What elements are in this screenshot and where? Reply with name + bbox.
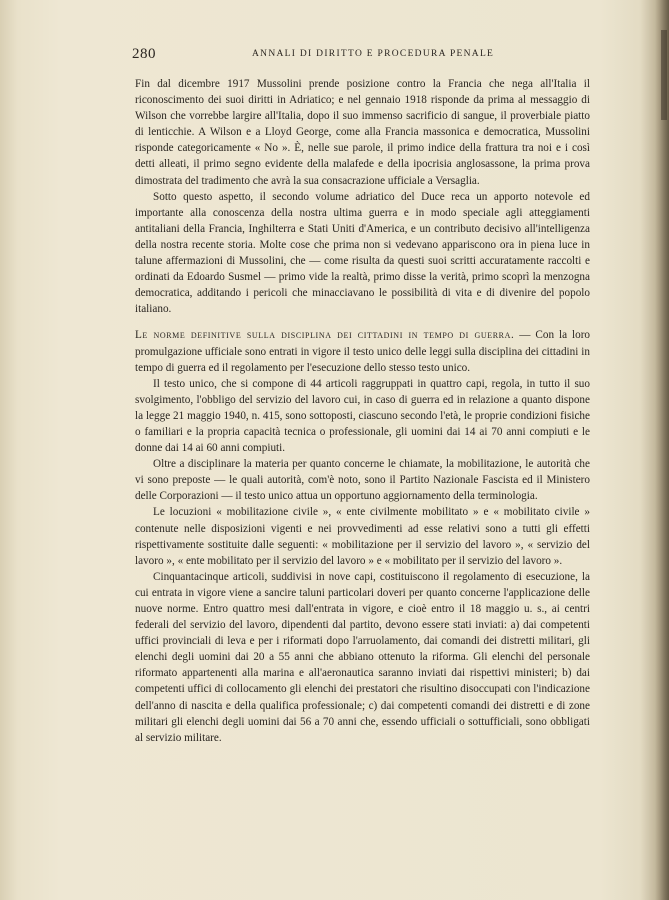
section-opening <box>135 327 590 375</box>
running-head <box>132 46 592 66</box>
paragraph: Le locuzioni « mobilitazione civile », « ente civilmente mobilitato » e « mobilitato civile » contenute nelle disposizioni vigenti e nei provvedimenti ad esse relativi sono a tutti gli effetti rispettivamente sostituite dalle seguenti: « mobilitazione per il servizio del lavoro », « servizio del lavoro », « ente mobilitato per il servizio del lavoro » e « mobilitato per il servizio del lavoro ». <box>135 506 590 567</box>
paragraph: Fin dal dicembre 1917 Mussolini prende posizione contro la Francia che nega all'Italia il riconoscimento dei suoi diritti in Adriatico; e nel gennaio 1918 risponde da prima al messaggio di Wilson che vorrebbe largire all'Italia, dopo il suo immenso sacrificio di sangue, il proverbiale piatto di lenticchie. A Wilson e a Lloyd George, come alla Francia massonica e democratica, Mussolini risponde categoricamente « No ». È, nelle sue parole, il primo indice della frattura tra noi e i così detti alleati, il primo segno evidente della malafede e della ipocrisia anglosassone, la prima prova dimostrata del tradimento che avrà la sua consacrazione ufficiale a Versaglia. <box>135 78 590 187</box>
paragraph: Oltre a disciplinare la materia per quanto concerne le chiamate, la mobilitazione, le autorità che vi sono preposte — le quali autorità, com'è noto, sono il Partito Nazionale Fascista ed il Ministero delle Corporazioni — il testo unico attua un opportuno aggiornamento della terminologia. <box>135 458 590 503</box>
journal-title: ANNALI DI DIRITTO E PROCEDURA PENALE <box>252 49 495 59</box>
article-body <box>135 76 590 746</box>
section-heading: Le norme definitive sulla disciplina dei cittadini in tempo di guerra. <box>135 329 515 342</box>
page-number: 280 <box>132 46 156 62</box>
binding-shadow <box>655 0 669 900</box>
section-intro: — Con la loro promulgazione ufficiale sono entrati in vigore il testo unico delle leggi sulla disciplina dei cittadini in tempo di guerra ed il regolamento per l'esecuzione dello stesso testo unico. <box>135 329 591 374</box>
paragraph: Il testo unico, che si compone di 44 articoli raggruppati in quattro capi, regola, in tutto il suo svolgimento, l'obbligo del servizio del lavoro cui, in caso di guerra ed in relazione a quanto dispone la legge 21 maggio 1940, n. 415, sono sottoposti, ciascuno secondo l'età, le proprie condizioni fisiche o familiari e la propria capacità tecnica o professionale, gli uomini dai 14 ai 70 anni compiuti e le donne dai 14 ai 60 anni compiuti. <box>135 377 590 455</box>
paragraph: Sotto questo aspetto, il secondo volume adriatico del Duce reca un apporto notevole ed importante alla conoscenza della nostra ultima guerra e in modo speciale agli atteggiamenti antitaliani della Francia, Inghilterra e Stati Uniti d'America, e un contributo decisivo all'intelligenza della nostra recente storia. Molte cose che prima non si vedevano appariscono ora in piena luce in talune affermazioni di Mussolini, che — come risulta da questi suoi scritti accuratamente raccolti e ordinati da Edoardo Susmel — primo vide la realtà, primo disse la verità, primo scoprì la menzogna democratica, additando i pericoli che minacciavano le possibilità di vita e di divenire del popolo italiano. <box>135 190 590 316</box>
spine-mark <box>661 30 667 120</box>
paragraph: Cinquantacinque articoli, suddivisi in nove capi, costituiscono il regolamento di esecuzione, la cui entrata in vigore viene a sancire taluni particolari doveri per quanto concerne l'applicazione delle nuove norme. Entro quattro mesi dall'entrata in vigore, e cioè entro il 18 maggio u. s., ai centri federali del servizio del lavoro, dipendenti dal partito, devono essere stati inviati: a) dai competenti uffici provinciali di leva e per i riformati dopo l'arruolamento, dai comandi dei distretti militari, gli elenchi degli uomini dai 20 a 55 anni che abbiano ottenuto la riforma. Gli elenchi del personale riformato appartenenti alla marina e all'aeronautica saranno inviati dai rispettivi ministeri; b) dai competenti uffici di collocamento gli elenchi dei prestatori che risultino disoccupati con l'indicazione dell'anno di nascita e della qualifica professionale; c) dai competenti comandi dei distretti e di zone militari gli elenchi degli uomini dai 56 a 70 anni che, essendo ufficiali o sottufficiali, sono obbligati al servizio militare. <box>135 570 590 744</box>
